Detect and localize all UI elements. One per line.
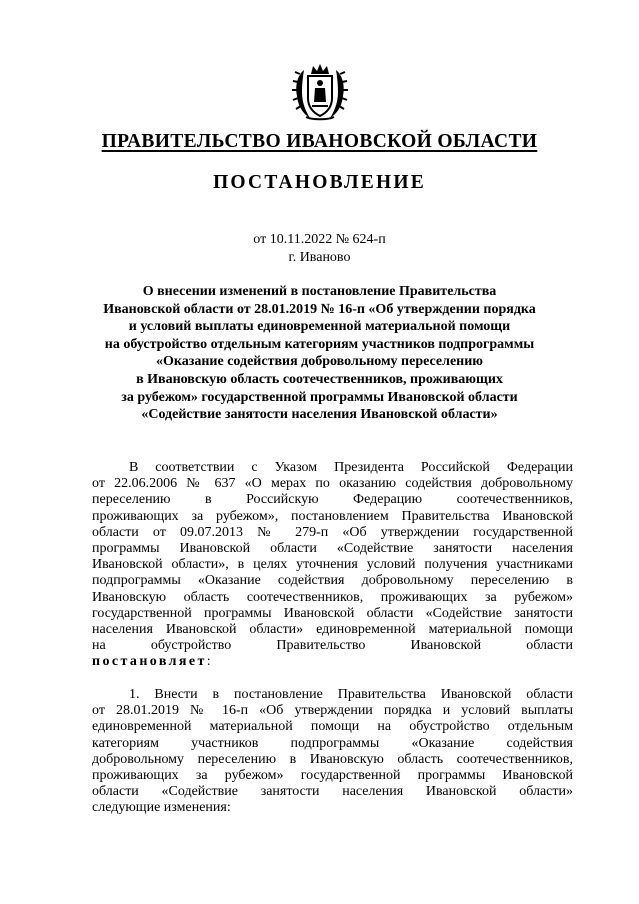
subject-line: за рубежом» государственной программы Ивановской области — [121, 389, 518, 405]
paragraph-line: переселению в Российскую Федерацию соотечественников, — [92, 492, 573, 508]
paragraph-line: следующие изменения: — [92, 800, 231, 816]
subject-line: на обустройство отдельным категориям участников подпрограммы — [104, 336, 535, 352]
subject-line: О внесении изменений в постановление Правительства — [142, 284, 497, 299]
document-type-heading: ПОСТАНОВЛЕНИЕ — [213, 172, 426, 193]
paragraph-line: Ивановскую область соотечественников, проживающих за рубежом» — [92, 589, 573, 605]
clause-1-paragraph — [92, 687, 573, 817]
paragraph-line: проживающих за рубежом» государственной программы Ивановской — [92, 768, 573, 784]
paragraph-line: добровольному переселению в Ивановскую область соотечественников, — [92, 751, 573, 767]
paragraph-line: государственной программы Ивановской области «Содействие занятости — [92, 605, 573, 621]
paragraph-line: программы Ивановской области «Содействие занятости населения — [92, 541, 573, 557]
paragraph-line: от 28.01.2019 № 16-п «Об утверждении порядка и условий выплаты — [92, 703, 573, 719]
subject-line: в Ивановскую область соотечественников, проживающих — [136, 371, 503, 387]
coat-of-arms-emblem-icon — [292, 62, 348, 122]
subject-line: «Оказание содействия добровольному переселению — [155, 354, 484, 370]
subject-line: и условий выплаты единовременной материальной помощи — [128, 319, 511, 335]
paragraph-line: единовременной материальной помощи на обустройство отдельным — [92, 719, 573, 735]
paragraph-line: населения Ивановской области» единовременной материальной помощи — [92, 622, 573, 638]
resolves-colon: : — [206, 654, 211, 670]
paragraph-line: категориям участников подпрограммы «Оказание содействия — [92, 735, 573, 751]
paragraph-line: подпрограммы «Оказание содействия добровольному переселению в — [92, 573, 573, 589]
government-name-heading: ПРАВИТЕЛЬСТВО ИВАНОВСКОЙ ОБЛАСТИ — [101, 131, 538, 152]
paragraph-line: на обустройство Правительство Ивановской области — [92, 638, 573, 654]
resolves-word: постановляет — [92, 654, 207, 670]
document-subject-title — [60, 283, 579, 424]
paragraph-line: области от 09.07.2013 № 279-п «Об утверждении государственной — [92, 524, 573, 540]
paragraph-line: 1. Внести в постановление Правительства Ивановской области — [129, 687, 573, 702]
subject-line: Ивановской области от 28.01.2019 № 16-п «Об утверждении порядка — [103, 301, 536, 317]
paragraph-line: В соответствии с Указом Президента Российской Федерации — [129, 460, 573, 475]
paragraph-line: Ивановской области», в целях уточнения условий получения участниками — [92, 557, 573, 573]
city-name: г. Иваново — [288, 250, 351, 265]
date-and-number: от 10.11.2022 № 624-п — [253, 232, 386, 247]
paragraph-line: от 22.06.2006 № 637 «О мерах по оказанию содействия добровольному — [92, 476, 573, 492]
paragraph-line: области «Содействие занятости населения Ивановской области» — [92, 784, 573, 800]
resolves-line — [92, 654, 573, 670]
preamble-paragraph — [92, 460, 573, 671]
subject-line: «Содействие занятости населения Ивановской области» — [141, 407, 498, 423]
paragraph-line: проживающих за рубежом», постановлением Правительства Ивановской — [92, 508, 573, 524]
